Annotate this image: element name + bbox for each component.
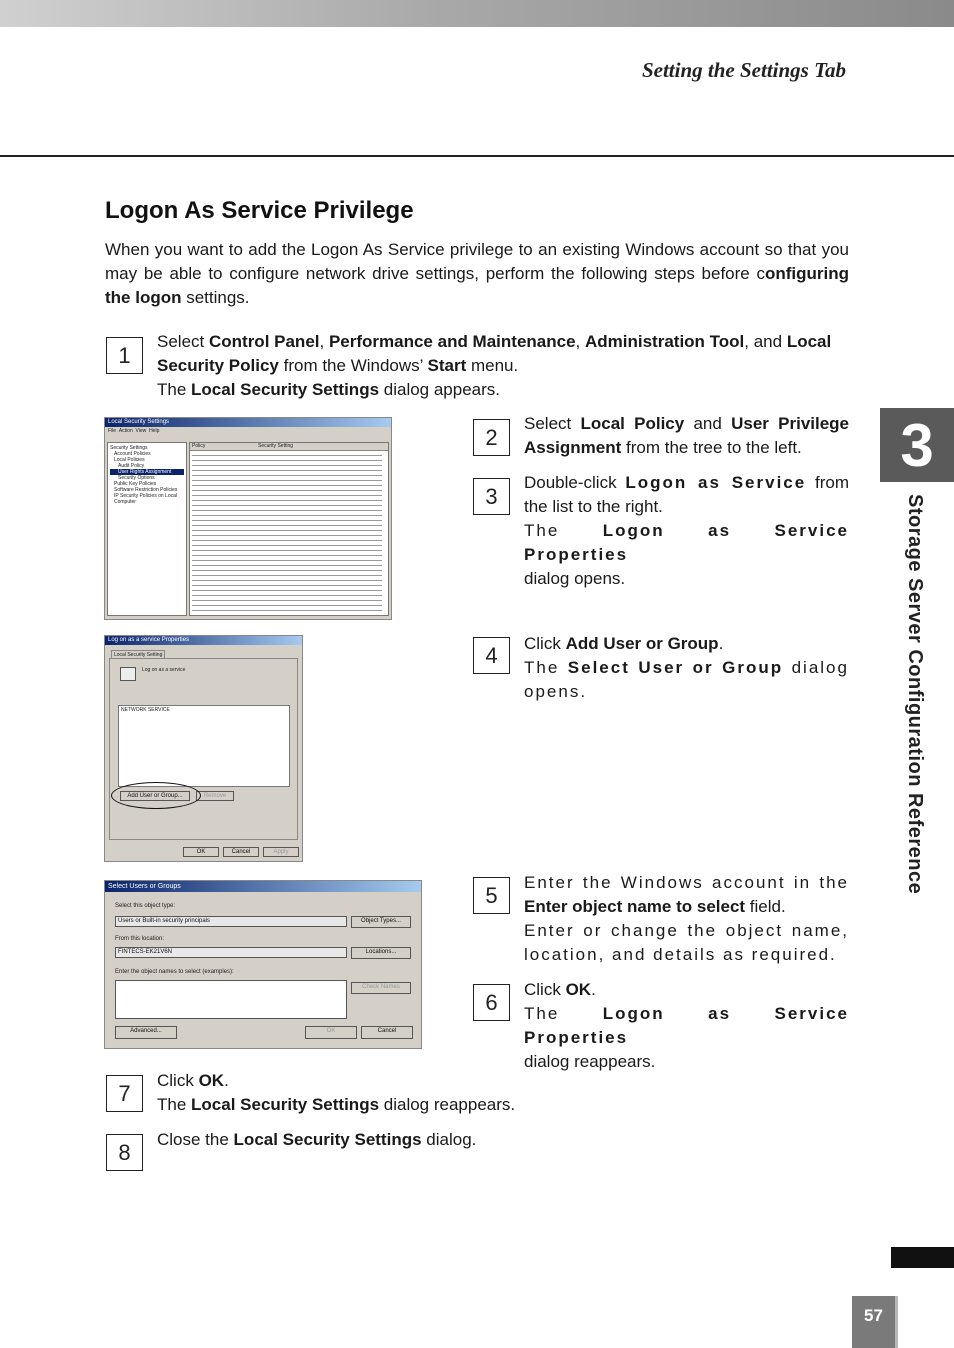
step-number-2: 2 [473,419,510,456]
step-number-1: 1 [106,337,143,374]
step-7-text: Click OK. The Local Security Settings dialog reappears. [157,1071,516,1114]
object-type-label: Select this object type: [115,903,176,909]
tab-local-security-setting: Local Security Setting [111,650,165,659]
menu-bar: File Action View Help [108,428,160,434]
step-number-7: 7 [106,1075,143,1112]
running-header: Setting the Settings Tab [641,58,846,82]
apply-button: Apply [263,847,299,857]
location-field: FINTECS-EK21V6N [115,947,347,958]
add-user-button: Add User or Group... [120,791,190,801]
policy-list-pane [189,442,389,616]
object-types-button: Object Types... [351,916,411,928]
policy-rows [192,452,382,612]
ok-button: OK [305,1026,357,1039]
location-label: From this location: [115,936,165,942]
edge-marker [891,1247,954,1268]
step-number-6: 6 [473,984,510,1021]
policy-icon [120,667,136,681]
section-title: Logon As Service Privilege [105,197,414,224]
step-number-3: 3 [473,478,510,515]
cancel-button: Cancel [223,847,259,857]
step-1-text: Select Control Panel, Performance and Maintenance, Administration Tool, and Local Security Policy from the Windows’ Start menu. The Local Security Settings dialog appears. [157,332,832,399]
object-type-field: Users or Built-in security principals [115,916,347,927]
advanced-button: Advanced... [115,1026,177,1039]
remove-button: Remove [196,791,234,801]
step-6-text: Click OK. The Logon as Service Properties dialog reappears. [524,980,849,1071]
ok-button: OK [183,847,219,857]
policy-label: Log on as a service [142,667,186,673]
screenshot-select-users-or-groups [104,880,422,1049]
step-number-4: 4 [473,637,510,674]
account-list: NETWORK SERVICE [118,705,290,787]
chapter-title-vertical: Storage Server Configuration Reference [904,494,926,895]
list-header: Policy Security Setting [190,443,388,451]
tree-pane: Security Settings Account Policies Local Policies Audit Policy User Rights Assignment Security Options Public Key Policies Software Restriction Policies IP Security Policies on Local Computer [107,442,187,616]
object-names-input [115,980,347,1019]
step-5-text: Enter the Windows account in the Enter object name to select field. Enter or change the object name, location, and details as required. [524,873,849,964]
screenshot-local-security-settings [104,417,392,620]
step-number-5: 5 [473,877,510,914]
step-number-8: 8 [106,1134,143,1171]
object-names-label: Enter the object names to select (examples): [115,969,234,975]
intro-paragraph: When you want to add the Logon As Service privilege to an existing Windows account so that you may be able to configure network drive settings, perform the following steps before configuring the logon settings. [105,240,849,307]
screenshot-logon-service-properties [104,635,303,862]
step-3-text: Double-click Logon as Service from the list to the right. The Logon as Service Properties dialog opens. [524,473,849,588]
cancel-button: Cancel [361,1026,413,1039]
highlight-ellipse [111,782,201,809]
window-titlebar: Local Security Settings [105,418,391,427]
locations-button: Locations... [351,947,411,959]
page-number: 57 [852,1296,898,1348]
step-2-text: Select Local Policy and User Privilege Assignment from the tree to the left. [524,414,850,457]
window-titlebar: Log on as a service Properties [105,636,302,645]
top-gradient-bar [0,0,954,27]
chapter-number-tab: 3 [880,408,954,482]
step-4-text: Click Add User or Group. The Select User or Group dialog opens. [524,634,849,701]
tab-panel [109,658,298,840]
header-rule [0,155,954,157]
step-8-text: Close the Local Security Settings dialog. [157,1130,477,1149]
check-names-button: Check Names [351,982,411,994]
window-titlebar: Select Users or Groups [105,881,421,892]
